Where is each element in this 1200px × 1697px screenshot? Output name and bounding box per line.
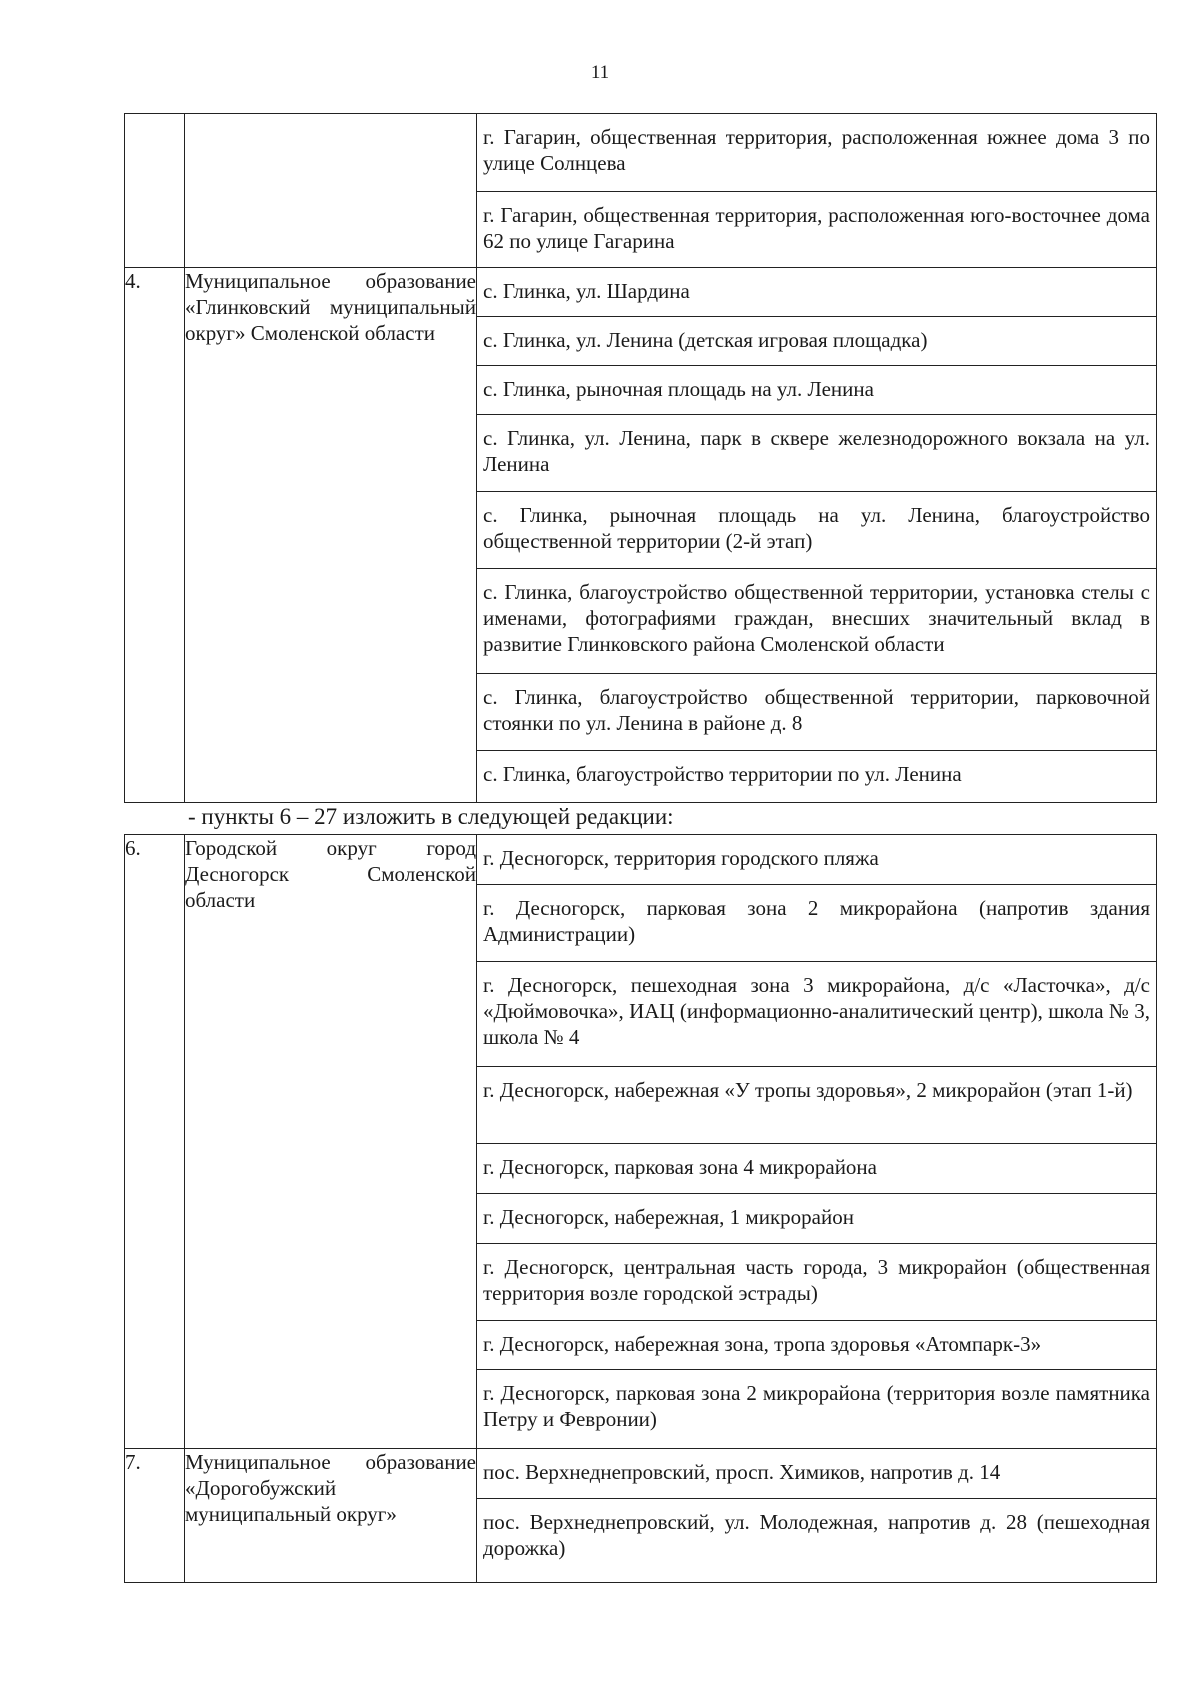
table-row	[125, 268, 1157, 803]
address-item: г. Десногорск, пешеходная зона 3 микрорайона, д/с «Ласточка», д/с «Дюймовочка», ИАЦ (информационно-аналитический центр), школа № 3, школа № 4	[477, 961, 1156, 1066]
municipality-name: Городской округ город Десногорск Смоленской области	[185, 835, 477, 1449]
table-continued	[124, 113, 1157, 803]
address-item: г. Гагарин, общественная территория, расположенная юго-восточнее дома 62 по улице Гагарина	[477, 191, 1156, 267]
table-row	[125, 1449, 1157, 1583]
address-item: с. Глинка, благоустройство территории по ул. Ленина	[477, 750, 1156, 800]
page-number: 11	[590, 62, 610, 83]
address-item: с. Глинка, благоустройство общественной территории, парковочной стоянки по ул. Ленина в районе д. 8	[477, 673, 1156, 750]
table-row	[125, 835, 1157, 1449]
address-item: г. Десногорск, парковая зона 2 микрорайона (территория возле памятника Петру и Февронии)	[477, 1369, 1156, 1446]
address-item: г. Десногорск, набережная зона, тропа здоровья «Атомпарк-3»	[477, 1320, 1156, 1369]
row-number: 7.	[125, 1449, 185, 1583]
row-number: 4.	[125, 268, 185, 803]
address-item: с. Глинка, благоустройство общественной территории, установка стелы с именами, фотографиями граждан, внесших значительный вклад в развитие Глинковского района Смоленской области	[477, 568, 1156, 673]
address-item: с. Глинка, рыночная площадь на ул. Ленина, благоустройство общественной территории (2-й этап)	[477, 491, 1156, 568]
address-item: пос. Верхнеднепровский, ул. Молодежная, напротив д. 28 (пешеходная дорожка)	[477, 1498, 1156, 1575]
municipality-name	[185, 114, 477, 268]
address-item: с. Глинка, ул. Ленина (детская игровая площадка)	[477, 316, 1156, 365]
address-item: г. Десногорск, набережная, 1 микрорайон	[477, 1193, 1156, 1243]
address-item: г. Десногорск, парковая зона 2 микрорайона (напротив здания Администрации)	[477, 884, 1156, 961]
address-item: г. Гагарин, общественная территория, расположенная южнее дома 3 по улице Солнцева	[483, 125, 1150, 175]
address-list	[477, 1449, 1157, 1583]
table-row	[125, 114, 1157, 268]
address-item: с. Глинка, ул. Ленина, парк в сквере железнодорожного вокзала на ул. Ленина	[477, 414, 1156, 491]
address-item: г. Десногорск, набережная «У тропы здоровья», 2 микрорайон (этап 1-й)	[477, 1066, 1156, 1143]
address-item: с. Глинка, ул. Шардина	[483, 279, 690, 303]
address-item: пос. Верхнеднепровский, просп. Химиков, напротив д. 14	[483, 1460, 1001, 1484]
address-list	[477, 835, 1157, 1449]
amendment-instruction: - пункты 6 – 27 изложить в следующей редакции:	[188, 804, 674, 829]
municipality-name: Муниципальное образование «Дорогобужский муниципальный округ»	[185, 1449, 477, 1583]
address-item: с. Глинка, рыночная площадь на ул. Ленина	[477, 365, 1156, 414]
address-item: г. Десногорск, парковая зона 4 микрорайона	[477, 1143, 1156, 1193]
address-item: г. Десногорск, территория городского пляжа	[483, 846, 879, 870]
municipality-name: Муниципальное образование «Глинковский муниципальный округ» Смоленской области	[185, 268, 477, 803]
table-amended	[124, 834, 1157, 1583]
row-number: 6.	[125, 835, 185, 1449]
row-number	[125, 114, 185, 268]
address-list	[477, 268, 1157, 803]
address-item: г. Десногорск, центральная часть города, 3 микрорайон (общественная территория возле городской эстрады)	[477, 1243, 1156, 1320]
address-list	[477, 114, 1157, 268]
